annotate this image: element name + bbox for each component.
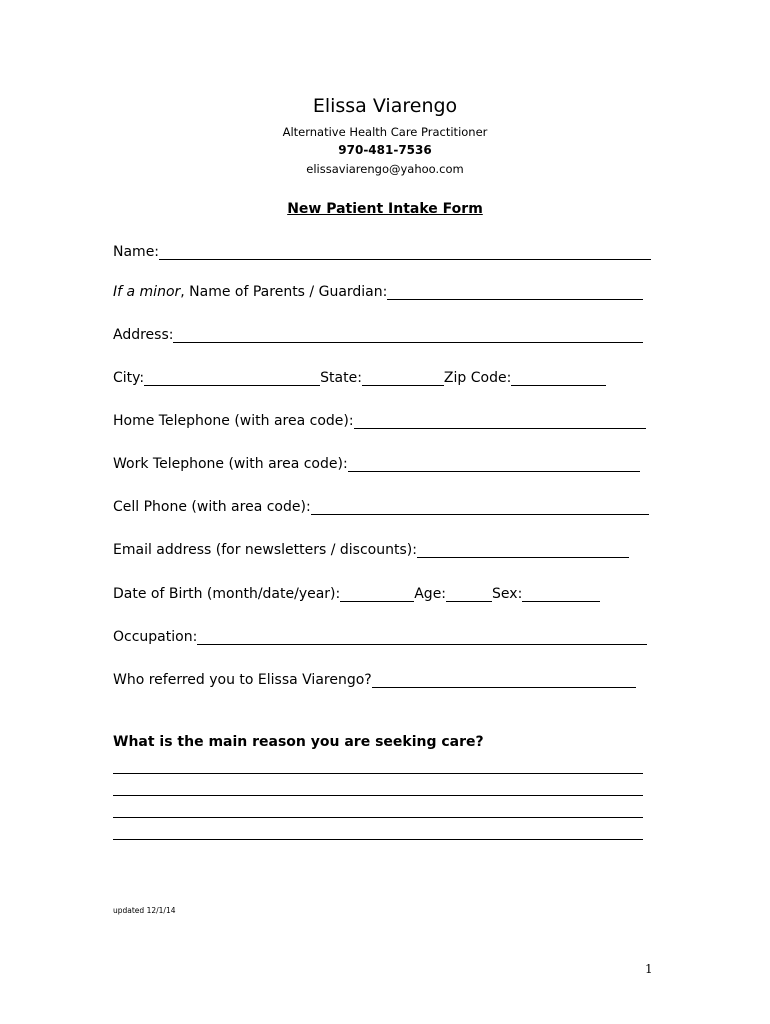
state-label: State: [320, 370, 362, 386]
answer-line[interactable] [113, 839, 643, 840]
referral-blank[interactable] [372, 671, 636, 688]
page-number: 1 [645, 962, 653, 976]
sex-label: Sex: [492, 586, 523, 602]
work-phone-label: Work Telephone (with area code): [113, 456, 348, 472]
main-reason-question: What is the main reason you are seeking care? [113, 734, 484, 750]
sex-blank[interactable] [522, 585, 600, 602]
cell-phone-label: Cell Phone (with area code): [113, 499, 311, 515]
home-phone-label: Home Telephone (with area code): [113, 413, 354, 429]
zip-label: Zip Code: [443, 370, 512, 386]
referral-label: Who referred you to Elissa Viarengo? [113, 672, 372, 688]
dob-label: Date of Birth (month/date/year): [113, 586, 341, 602]
cell-phone-blank[interactable] [311, 498, 649, 515]
guardian-blank[interactable] [387, 283, 643, 300]
cell-phone-row [113, 496, 658, 518]
state-blank[interactable] [362, 369, 444, 386]
updated-note: updated 12/1/14 [113, 906, 176, 915]
minor-prefix: If a minor [113, 284, 181, 300]
guardian-field-row [113, 281, 658, 303]
occupation-blank[interactable] [197, 628, 647, 645]
answer-line[interactable] [113, 773, 643, 774]
zip-blank[interactable] [511, 369, 606, 386]
name-field-row [113, 241, 658, 263]
email-field-blank[interactable] [417, 541, 629, 558]
age-label: Age: [414, 586, 447, 602]
dob-age-sex-row [113, 583, 658, 605]
answer-line[interactable] [113, 817, 643, 818]
city-label: City: [113, 370, 145, 386]
home-phone-blank[interactable] [354, 412, 646, 429]
city-state-zip-row [113, 367, 658, 389]
referral-row [113, 669, 658, 691]
work-phone-blank[interactable] [348, 455, 640, 472]
age-blank[interactable] [446, 585, 492, 602]
dob-blank[interactable] [340, 585, 414, 602]
email-field-row [113, 539, 658, 561]
name-label: Name: [113, 244, 160, 260]
answer-line[interactable] [113, 795, 643, 796]
address-label: Address: [113, 327, 174, 343]
occupation-row [113, 626, 658, 648]
practitioner-email: elissaviarengo@yahoo.com [306, 162, 464, 176]
practitioner-title: Alternative Health Care Practitioner [282, 125, 488, 139]
address-blank[interactable] [173, 326, 643, 343]
guardian-label: , Name of Parents / Guardian: [180, 284, 388, 300]
work-phone-row [113, 453, 658, 475]
address-field-row [113, 324, 658, 346]
name-blank[interactable] [159, 243, 651, 260]
email-field-label: Email address (for newsletters / discounts): [113, 542, 417, 558]
home-phone-row [113, 410, 658, 432]
form-title: New Patient Intake Form [287, 201, 483, 217]
occupation-label: Occupation: [113, 629, 198, 645]
city-blank[interactable] [144, 369, 320, 386]
practitioner-name: Elissa Viarengo [312, 95, 458, 117]
practitioner-phone: 970-481-7536 [338, 143, 432, 157]
